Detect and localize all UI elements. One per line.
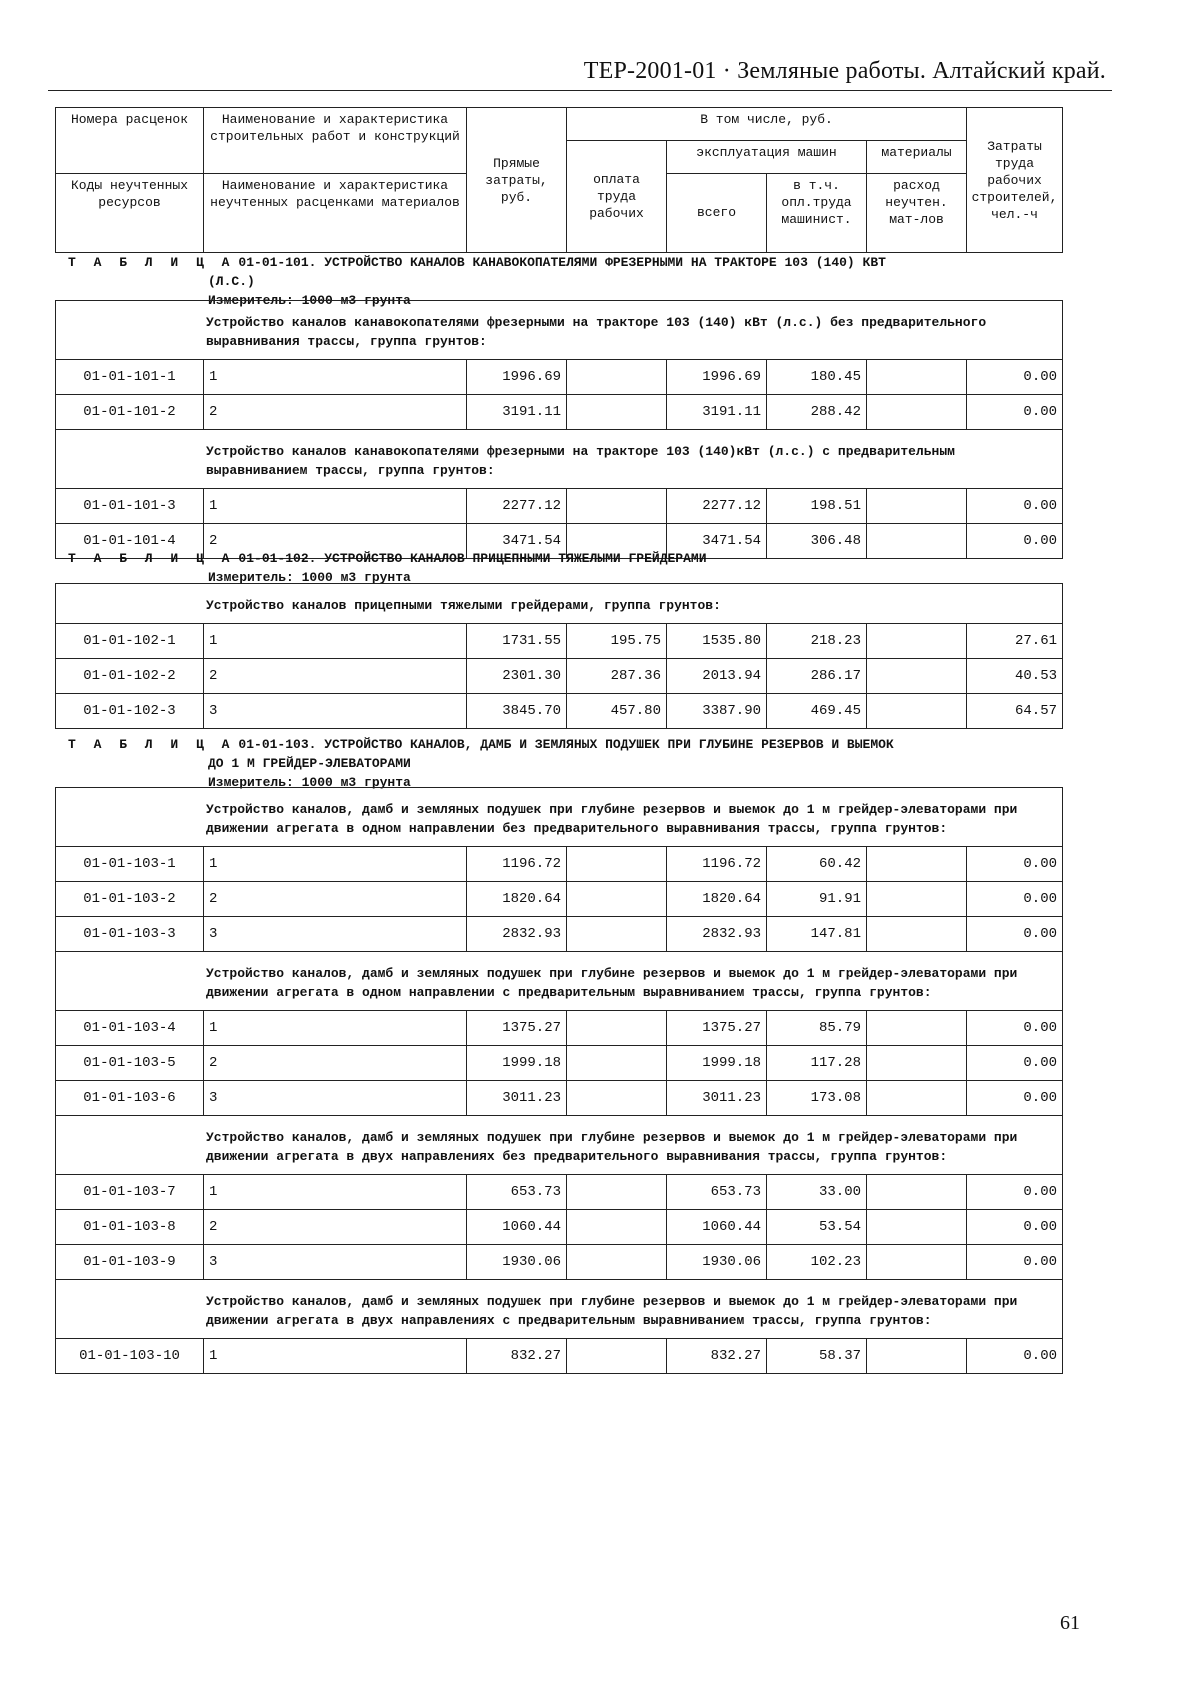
direct-cost: 2277.12 [467,489,567,524]
direct-cost: 832.27 [467,1339,567,1374]
materials-cost [867,1210,967,1245]
rate-name: 2 [204,882,467,917]
table-measure: Измеритель: 1000 м3 грунта [208,775,411,790]
table-row [56,624,1063,659]
header-name2: Наименование и характеристика неучтенных расценками материалов [204,173,467,252]
rate-code: 01-01-103-5 [56,1046,204,1081]
machinist-labor: 469.45 [767,694,867,729]
rate-code: 01-01-103-1 [56,847,204,882]
rate-name: 3 [204,1245,467,1280]
labor-cost: 457.80 [567,694,667,729]
header-materials: материалы [867,140,967,173]
machines-total: 1930.06 [667,1245,767,1280]
table-row [56,395,1063,430]
machines-total: 1375.27 [667,1011,767,1046]
machines-total: 3191.11 [667,395,767,430]
machines-total: 1060.44 [667,1210,767,1245]
labor-cost [567,1245,667,1280]
worker-hours: 0.00 [967,395,1063,430]
rate-code: 01-01-103-8 [56,1210,204,1245]
header-kody: Коды неучтенных ресурсов [56,173,204,252]
materials-cost [867,847,967,882]
group-description-row [56,952,1063,1011]
direct-cost: 1375.27 [467,1011,567,1046]
worker-hours: 0.00 [967,1245,1063,1280]
labor-cost [567,1210,667,1245]
materials-cost [867,882,967,917]
machinist-labor: 180.45 [767,360,867,395]
header-workers: Затраты труда рабочих строителей, чел.-ч [967,108,1063,253]
table-row [56,489,1063,524]
machinist-labor: 60.42 [767,847,867,882]
group-description-row [56,584,1063,624]
machinist-labor: 173.08 [767,1081,867,1116]
header-machines: эксплуатация машин [667,140,867,173]
price-table [55,583,1063,729]
labor-cost: 287.36 [567,659,667,694]
direct-cost: 3191.11 [467,395,567,430]
rate-name: 1 [204,847,467,882]
materials-cost [867,395,967,430]
rate-name: 3 [204,694,467,729]
rate-name: 2 [204,524,467,559]
table-row [56,659,1063,694]
header-title: ТЕР-2001-01 · Земляные работы. Алтайский край. [583,58,1106,84]
materials-cost [867,1339,967,1374]
column-header-table [55,107,1063,253]
header-nomera: Номера расценок [56,108,204,174]
machines-total: 1996.69 [667,360,767,395]
worker-hours: 0.00 [967,1081,1063,1116]
rate-name: 1 [204,1011,467,1046]
machines-total: 832.27 [667,1339,767,1374]
rate-code: 01-01-103-4 [56,1011,204,1046]
labor-cost: 195.75 [567,624,667,659]
machines-total: 3471.54 [667,524,767,559]
labor-cost [567,882,667,917]
direct-cost: 2301.30 [467,659,567,694]
worker-hours: 0.00 [967,847,1063,882]
table-caption [68,549,1068,587]
page-number: 61 [1060,1612,1080,1634]
page-header [48,52,1112,91]
group-description: Устройство каналов, дамб и земляных подушек при глубине резервов и выемок до 1 м грейдер-элеваторами при движении агрегата в одном направлении без предварительного выравнивания трассы, группа грунтов: [56,788,1063,847]
header-mach-incl: в т.ч. опл.труда машинист. [767,173,867,252]
rate-name: 2 [204,1046,467,1081]
rate-code: 01-01-103-7 [56,1175,204,1210]
table-prefix: Т А Б Л И Ц А [68,255,235,270]
table-prefix: Т А Б Л И Ц А [68,551,235,566]
table-title: 01-01-101. УСТРОЙСТВО КАНАЛОВ КАНАВОКОПАТЕЛЯМИ ФРЕЗЕРНЫМИ НА ТРАКТОРЕ 103 (140) КВТ [238,255,886,270]
labor-cost [567,395,667,430]
header-labor: оплата труда рабочих [567,140,667,252]
materials-cost [867,1046,967,1081]
worker-hours: 0.00 [967,917,1063,952]
machines-total: 1196.72 [667,847,767,882]
group-description: Устройство каналов канавокопателями фрезерными на тракторе 103 (140) кВт (л.с.) без предварительного выравнивания трассы, группа грунтов: [56,301,1063,360]
labor-cost [567,1081,667,1116]
worker-hours: 27.61 [967,624,1063,659]
labor-cost [567,1011,667,1046]
labor-cost [567,360,667,395]
table-measure: Измеритель: 1000 м3 грунта [208,570,411,585]
materials-cost [867,694,967,729]
rate-code: 01-01-102-1 [56,624,204,659]
table-row [56,917,1063,952]
rate-name: 2 [204,659,467,694]
materials-cost [867,1175,967,1210]
direct-cost: 3011.23 [467,1081,567,1116]
table-row [56,882,1063,917]
worker-hours: 0.00 [967,360,1063,395]
direct-cost: 1820.64 [467,882,567,917]
rate-code: 01-01-103-10 [56,1339,204,1374]
direct-cost: 3471.54 [467,524,567,559]
rate-code: 01-01-103-3 [56,917,204,952]
machines-total: 653.73 [667,1175,767,1210]
machinist-labor: 306.48 [767,524,867,559]
table-row [56,1011,1063,1046]
direct-cost: 3845.70 [467,694,567,729]
worker-hours: 0.00 [967,524,1063,559]
direct-cost: 1060.44 [467,1210,567,1245]
group-description-row [56,430,1063,489]
machines-total: 3387.90 [667,694,767,729]
direct-cost: 1731.55 [467,624,567,659]
worker-hours: 0.00 [967,1175,1063,1210]
table-caption [68,735,1068,792]
table-measure: Измеритель: 1000 м3 грунта [208,293,411,308]
labor-cost [567,489,667,524]
table-row [56,847,1063,882]
rate-code: 01-01-102-2 [56,659,204,694]
worker-hours: 0.00 [967,882,1063,917]
machines-total: 1999.18 [667,1046,767,1081]
header-name: Наименование и характеристика строительных работ и конструкций [204,108,467,174]
rate-name: 1 [204,624,467,659]
machinist-labor: 218.23 [767,624,867,659]
price-table [55,300,1063,559]
table-prefix: Т А Б Л И Ц А [68,737,235,752]
machinist-labor: 286.17 [767,659,867,694]
rate-code: 01-01-103-6 [56,1081,204,1116]
table-row [56,360,1063,395]
labor-cost [567,847,667,882]
rate-code: 01-01-103-9 [56,1245,204,1280]
table-row [56,694,1063,729]
materials-cost [867,1011,967,1046]
rate-code: 01-01-101-3 [56,489,204,524]
table-row [56,1210,1063,1245]
worker-hours: 0.00 [967,1046,1063,1081]
price-table [55,787,1063,1374]
header-mach-total: всего [667,173,767,252]
direct-cost: 653.73 [467,1175,567,1210]
rate-code: 01-01-102-3 [56,694,204,729]
rate-code: 01-01-101-1 [56,360,204,395]
group-description-row [56,301,1063,360]
table-row [56,1175,1063,1210]
machinist-labor: 102.23 [767,1245,867,1280]
worker-hours: 0.00 [967,489,1063,524]
rate-name: 2 [204,395,467,430]
machinist-labor: 53.54 [767,1210,867,1245]
machinist-labor: 58.37 [767,1339,867,1374]
table-title: 01-01-103. УСТРОЙСТВО КАНАЛОВ, ДАМБ И ЗЕМЛЯНЫХ ПОДУШЕК ПРИ ГЛУБИНЕ РЕЗЕРВОВ И ВЫЕМОК [238,737,894,752]
table-title-cont: (Л.С.) [208,274,255,289]
worker-hours: 40.53 [967,659,1063,694]
labor-cost [567,917,667,952]
group-description: Устройство каналов, дамб и земляных подушек при глубине резервов и выемок до 1 м грейдер-элеваторами при движении агрегата в двух направлениях без предварительного выравнивания трассы, группа грунтов: [56,1116,1063,1175]
rate-name: 3 [204,1081,467,1116]
machines-total: 2277.12 [667,489,767,524]
table-title-cont: ДО 1 М ГРЕЙДЕР-ЭЛЕВАТОРАМИ [208,756,411,771]
machines-total: 1820.64 [667,882,767,917]
worker-hours: 0.00 [967,1339,1063,1374]
direct-cost: 1930.06 [467,1245,567,1280]
worker-hours: 0.00 [967,1210,1063,1245]
group-description: Устройство каналов, дамб и земляных подушек при глубине резервов и выемок до 1 м грейдер-элеваторами при движении агрегата в двух направлениях с предварительным выравниванием трассы, группа грунтов: [56,1280,1063,1339]
group-description: Устройство каналов, дамб и земляных подушек при глубине резервов и выемок до 1 м грейдер-элеваторами при движении агрегата в одном направлении с предварительным выравниванием трассы, группа грунтов: [56,952,1063,1011]
table-row [56,1081,1063,1116]
group-description: Устройство каналов канавокопателями фрезерными на тракторе 103 (140)кВт (л.с.) с предварительным выравниванием трассы, группа грунтов: [56,430,1063,489]
rate-name: 1 [204,1339,467,1374]
group-description-row [56,788,1063,847]
machines-total: 2013.94 [667,659,767,694]
labor-cost [567,1046,667,1081]
materials-cost [867,1245,967,1280]
machinist-labor: 288.42 [767,395,867,430]
direct-cost: 1196.72 [467,847,567,882]
machinist-labor: 198.51 [767,489,867,524]
machinist-labor: 85.79 [767,1011,867,1046]
materials-cost [867,360,967,395]
materials-cost [867,489,967,524]
rate-name: 3 [204,917,467,952]
header-direct: Прямые затраты, руб. [467,108,567,253]
direct-cost: 1999.18 [467,1046,567,1081]
labor-cost [567,1175,667,1210]
group-description-row [56,1280,1063,1339]
table-row [56,1339,1063,1374]
table-row [56,1245,1063,1280]
machines-total: 3011.23 [667,1081,767,1116]
rate-name: 1 [204,360,467,395]
direct-cost: 1996.69 [467,360,567,395]
rate-code: 01-01-103-2 [56,882,204,917]
rate-name: 2 [204,1210,467,1245]
materials-cost [867,1081,967,1116]
machinist-labor: 91.91 [767,882,867,917]
rate-code: 01-01-101-4 [56,524,204,559]
header-mat-unacc: расход неучтен. мат-лов [867,173,967,252]
materials-cost [867,917,967,952]
group-description: Устройство каналов прицепными тяжелыми грейдерами, группа грунтов: [56,584,1063,624]
worker-hours: 64.57 [967,694,1063,729]
machines-total: 1535.80 [667,624,767,659]
rate-code: 01-01-101-2 [56,395,204,430]
machinist-labor: 117.28 [767,1046,867,1081]
direct-cost: 2832.93 [467,917,567,952]
machinist-labor: 147.81 [767,917,867,952]
labor-cost [567,1339,667,1374]
group-description-row [56,1116,1063,1175]
machinist-labor: 33.00 [767,1175,867,1210]
table-title: 01-01-102. УСТРОЙСТВО КАНАЛОВ ПРИЦЕПНЫМИ ТЯЖЕЛЫМИ ГРЕЙДЕРАМИ [238,551,707,566]
worker-hours: 0.00 [967,1011,1063,1046]
rate-name: 1 [204,1175,467,1210]
rate-name: 1 [204,489,467,524]
machines-total: 2832.93 [667,917,767,952]
table-row [56,1046,1063,1081]
materials-cost [867,659,967,694]
materials-cost [867,624,967,659]
header-incl: В том числе, руб. [567,108,967,141]
